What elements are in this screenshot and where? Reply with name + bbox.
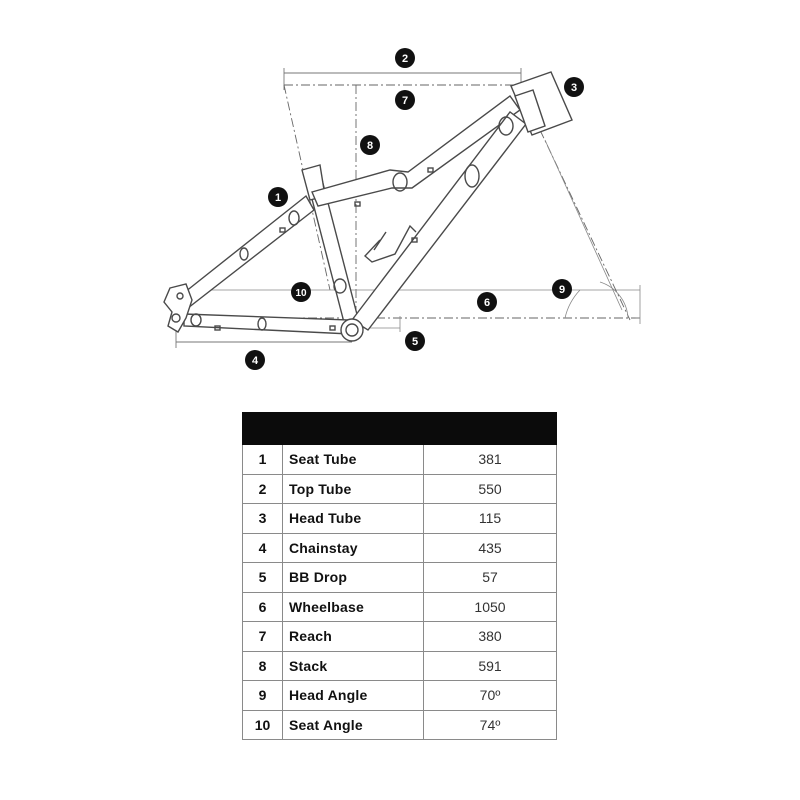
row-value: 74º xyxy=(424,710,557,740)
table-row xyxy=(243,445,557,475)
table-row xyxy=(243,710,557,740)
table-row xyxy=(243,563,557,593)
marker-5 xyxy=(405,331,425,351)
table-row xyxy=(243,681,557,711)
table-row xyxy=(243,474,557,504)
row-number: 9 xyxy=(243,681,283,711)
row-value: 591 xyxy=(424,651,557,681)
marker-9 xyxy=(552,279,572,299)
table-row xyxy=(243,504,557,534)
row-number: 1 xyxy=(243,445,283,475)
svg-text:5: 5 xyxy=(411,336,419,348)
marker-2 xyxy=(395,48,415,68)
svg-text:10: 10 xyxy=(295,288,307,299)
svg-text:3: 3 xyxy=(570,82,578,94)
table-header-row xyxy=(243,413,557,445)
svg-text:6: 6 xyxy=(483,297,491,309)
svg-text:2: 2 xyxy=(401,53,409,65)
row-label: Chainstay xyxy=(283,533,424,563)
row-number: 2 xyxy=(243,474,283,504)
row-label: Head Angle xyxy=(283,681,424,711)
row-value: 70º xyxy=(424,681,557,711)
svg-text:4: 4 xyxy=(251,355,259,367)
row-label: Reach xyxy=(283,622,424,652)
geometry-table xyxy=(242,412,557,740)
header-cell-name xyxy=(283,413,424,445)
row-label: Stack xyxy=(283,651,424,681)
row-number: 6 xyxy=(243,592,283,622)
row-label: Seat Angle xyxy=(283,710,424,740)
row-value: 380 xyxy=(424,622,557,652)
row-number: 3 xyxy=(243,504,283,534)
row-label: Seat Tube xyxy=(283,445,424,475)
table-row xyxy=(243,622,557,652)
svg-text:7: 7 xyxy=(401,95,409,107)
marker-3 xyxy=(564,77,584,97)
top-tube-dimension xyxy=(284,68,521,90)
marker-10 xyxy=(291,282,311,302)
marker-7 xyxy=(395,90,415,110)
marker-8 xyxy=(360,135,380,155)
marker-4 xyxy=(245,350,265,370)
table-row xyxy=(243,533,557,563)
row-number: 10 xyxy=(243,710,283,740)
row-value: 1050 xyxy=(424,592,557,622)
row-number: 5 xyxy=(243,563,283,593)
svg-text:9: 9 xyxy=(558,284,566,296)
bike-frame xyxy=(164,72,572,341)
marker-1 xyxy=(268,187,288,207)
row-label: Top Tube xyxy=(283,474,424,504)
row-number: 7 xyxy=(243,622,283,652)
header-cell-num xyxy=(243,413,283,445)
svg-text:1: 1 xyxy=(274,192,282,204)
row-label: Wheelbase xyxy=(283,592,424,622)
row-label: BB Drop xyxy=(283,563,424,593)
svg-text:8: 8 xyxy=(366,140,374,152)
row-number: 4 xyxy=(243,533,283,563)
row-value: 381 xyxy=(424,445,557,475)
row-number: 8 xyxy=(243,651,283,681)
marker-6 xyxy=(477,292,497,312)
row-label: Head Tube xyxy=(283,504,424,534)
row-value: 115 xyxy=(424,504,557,534)
row-value: 435 xyxy=(424,533,557,563)
row-value: 57 xyxy=(424,563,557,593)
row-value: 550 xyxy=(424,474,557,504)
table-row xyxy=(243,651,557,681)
table-row xyxy=(243,592,557,622)
header-cell-value xyxy=(424,413,557,445)
